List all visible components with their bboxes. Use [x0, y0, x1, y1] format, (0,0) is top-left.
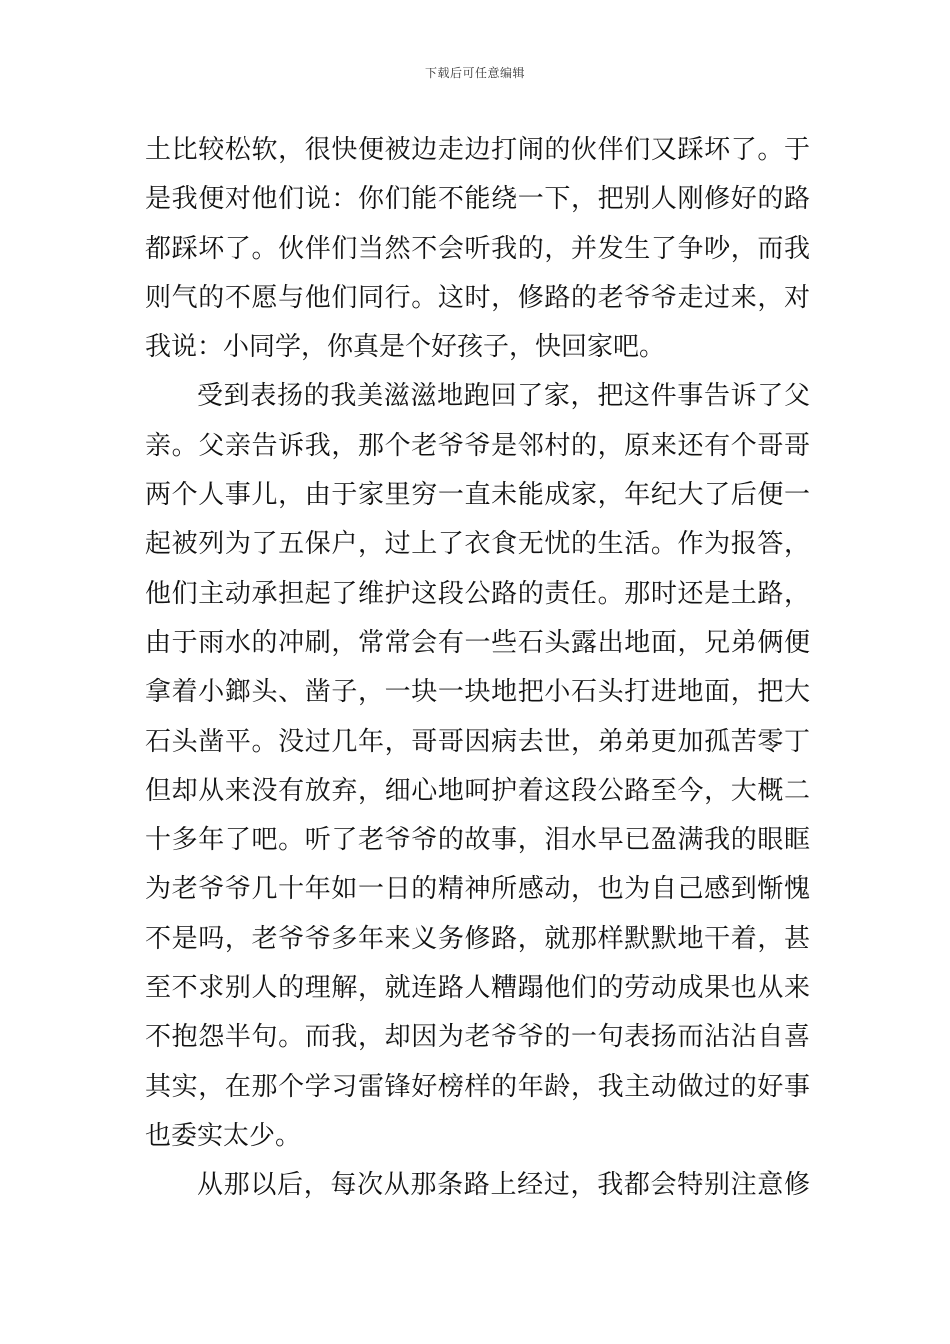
text-line: 但却从来没有放弃，细心地呵护着这段公路至今，大概二 [145, 775, 810, 806]
text-line: 亲。父亲告诉我，那个老爷爷是邻村的，原来还有个哥哥 [145, 430, 810, 461]
text-line: 至不求别人的理解，就连路人糟蹋他们的劳动成果也从来 [145, 973, 810, 1004]
page-header: 下载后可任意编辑 [424, 66, 525, 80]
text-line: 拿着小鎯头、凿子，一块一块地把小石头打进地面，把大 [145, 677, 810, 708]
text-line: 十多年了吧。听了老爷爷的故事，泪水早已盈满我的眼眶 [145, 825, 810, 856]
text-line: 不是吗，老爷爷多年来义务修路，就那样默默地干着，甚 [145, 923, 810, 954]
text-line: 从那以后，每次从那条路上经过，我都会特别注意修 [197, 1170, 810, 1201]
text-line: 也委实太少。 [145, 1120, 302, 1151]
text-line: 其实，在那个学习雷锋好榜样的年龄，我主动做过的好事 [145, 1071, 810, 1102]
text-line: 是我便对他们说：你们能不能绕一下，把别人刚修好的路 [145, 184, 810, 215]
text-line: 我说：小同学，你真是个好孩子，快回家吧。 [145, 332, 666, 363]
text-line: 不抱怨半句。而我，却因为老爷爷的一句表扬而沾沾自喜 [145, 1022, 810, 1053]
text-line: 土比较松软，很快便被边走边打闹的伙伴们又踩坏了。于 [145, 135, 810, 165]
text-line: 起被列为了五保户，过上了衣食无忧的生活。作为报答， [145, 529, 810, 560]
text-line: 两个人事儿，由于家里穷一直未能成家，年纪大了后便一 [145, 480, 810, 511]
body-text [145, 126, 810, 1211]
text-line: 受到表扬的我美滋滋地跑回了家，把这件事告诉了父 [197, 381, 810, 412]
text-line: 则气的不愿与他们同行。这时，修路的老爷爷走过来，对 [145, 282, 810, 313]
text-line: 都踩坏了。伙伴们当然不会听我的，并发生了争吵，而我 [145, 233, 810, 264]
text-line: 他们主动承担起了维护这段公路的责任。那时还是土路， [145, 578, 810, 609]
text-line: 由于雨水的冲刷，常常会有一些石头露出地面，兄弟俩便 [145, 627, 810, 658]
text-line: 石头凿平。没过几年，哥哥因病去世，弟弟更加孤苦零丁 [145, 726, 810, 757]
text-line: 为老爷爷几十年如一日的精神所感动，也为自己感到惭愧 [145, 874, 810, 905]
